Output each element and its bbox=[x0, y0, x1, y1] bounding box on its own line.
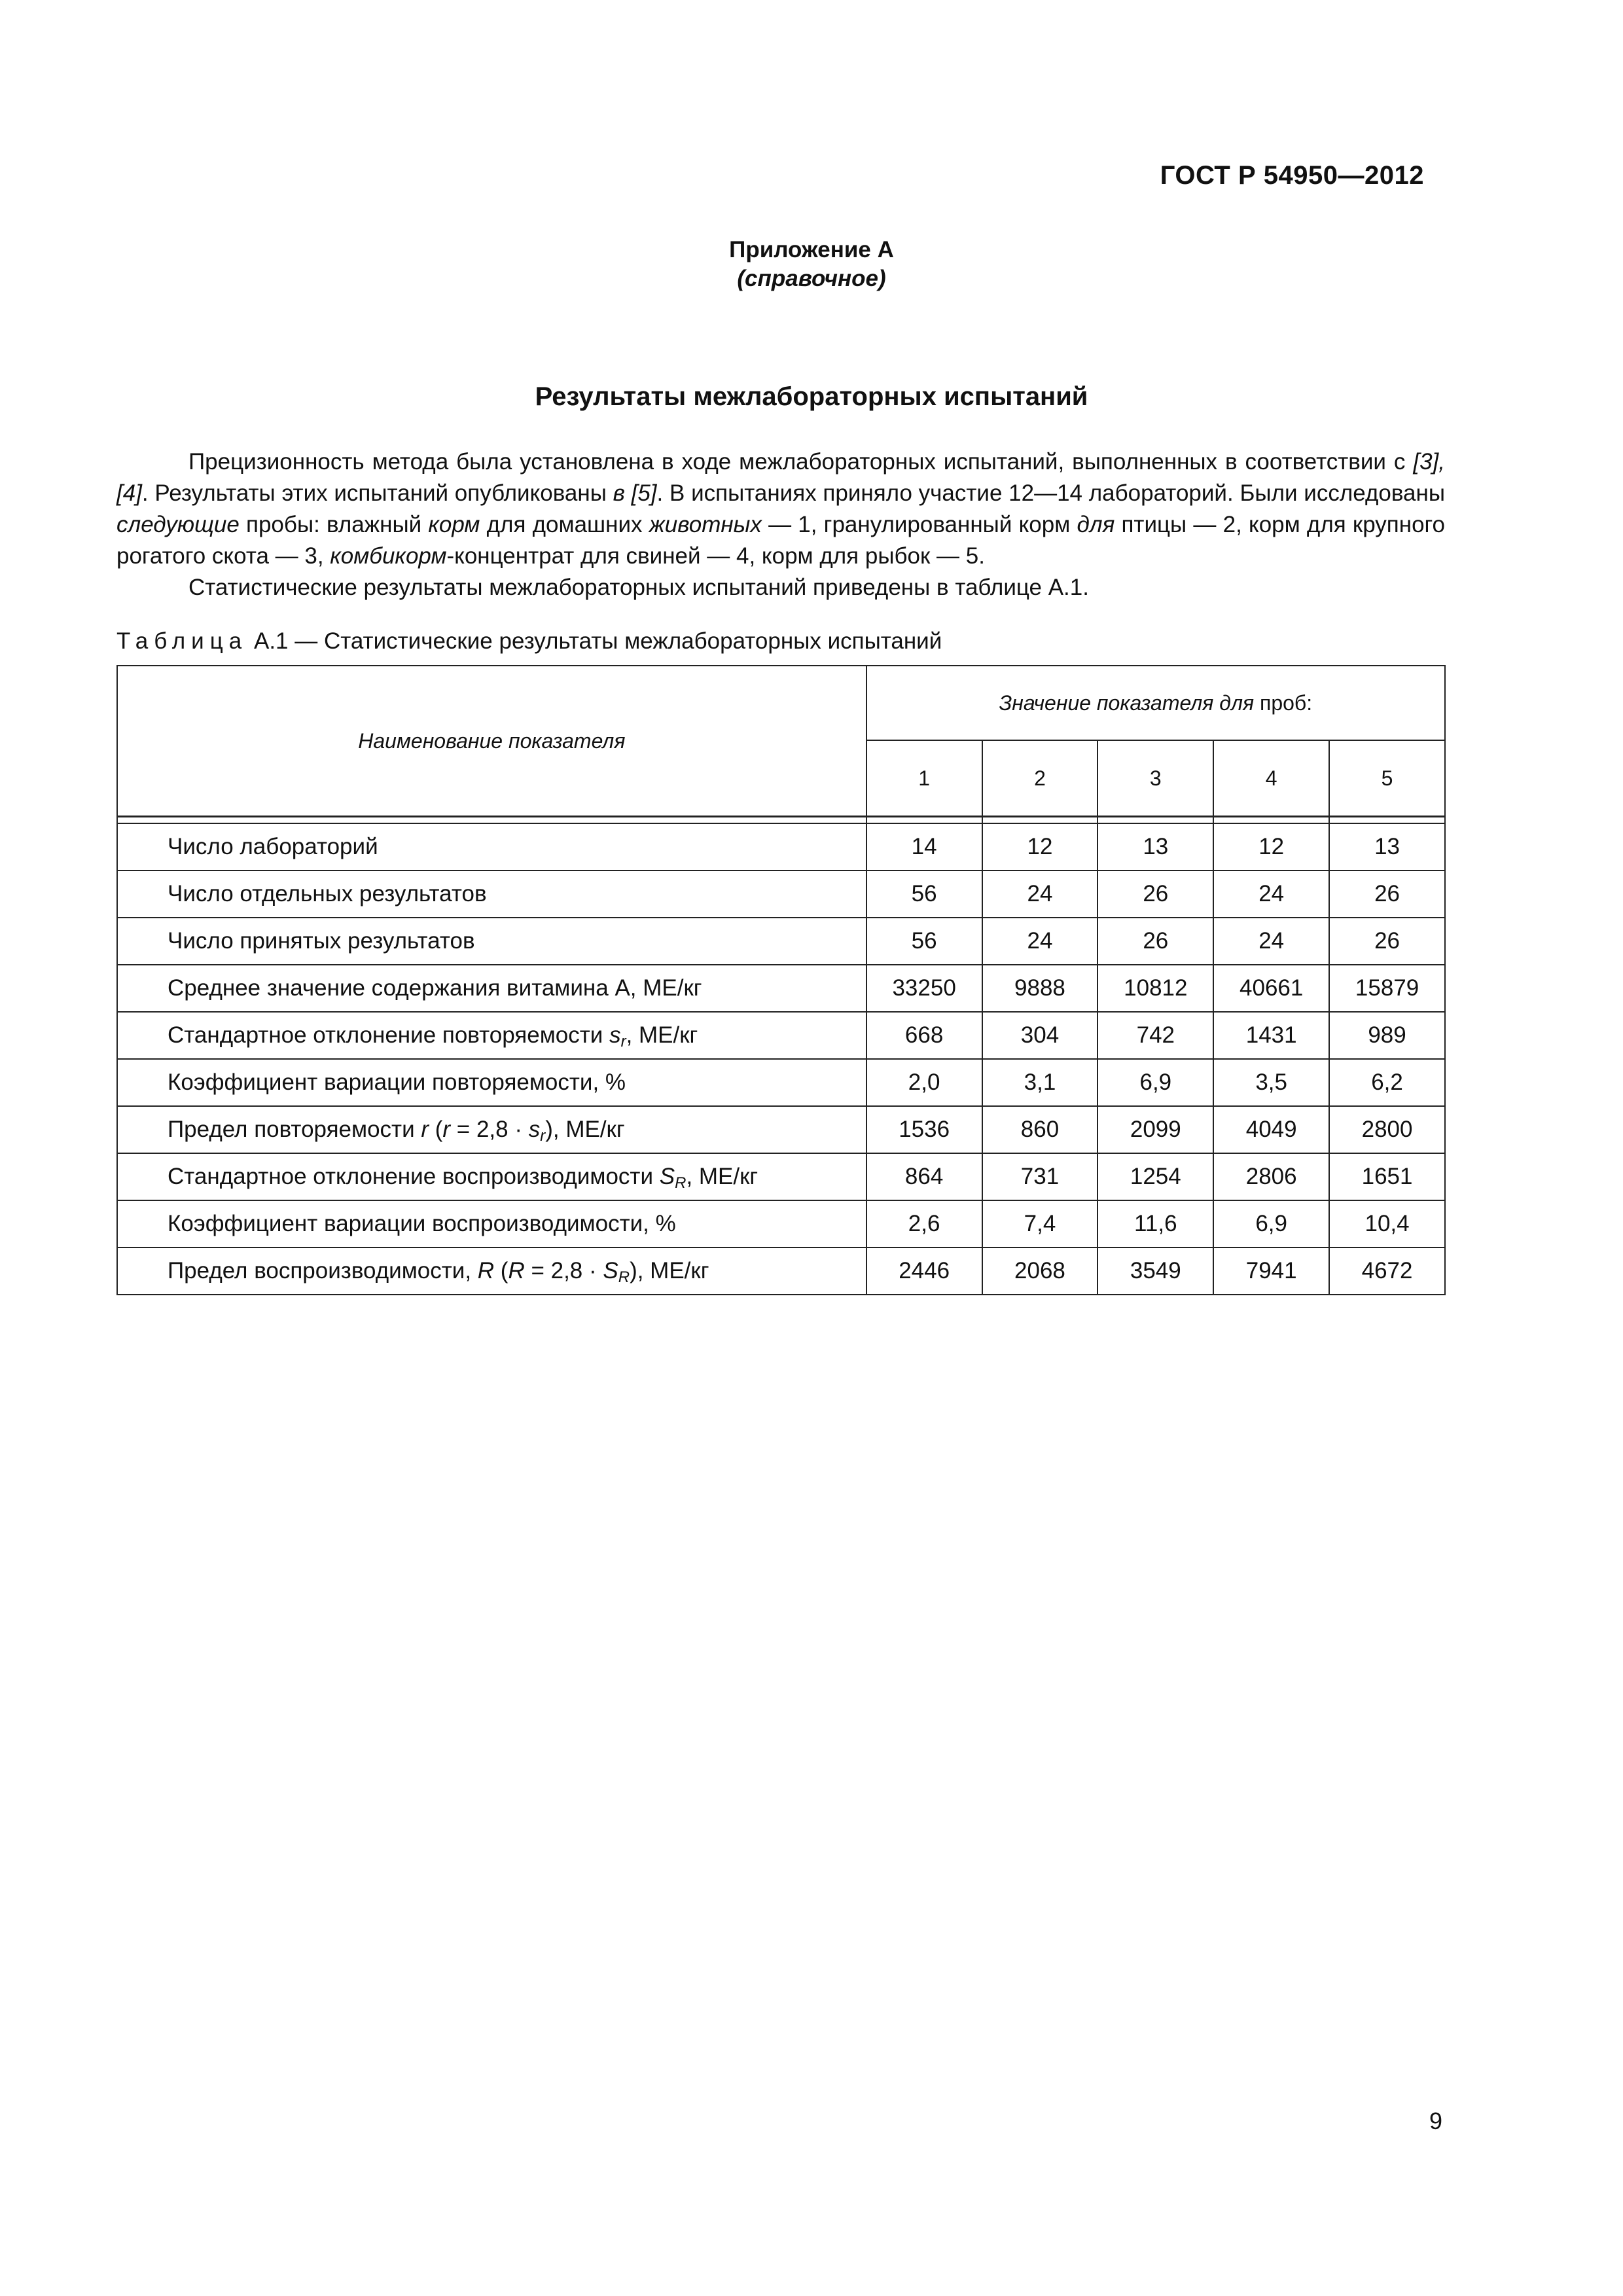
cell-value: 1431 bbox=[1213, 1012, 1329, 1059]
row-label: Коэффициент вариации повторяемости, % bbox=[117, 1059, 866, 1106]
cell-value: 742 bbox=[1097, 1012, 1213, 1059]
row-label: Число лабораторий bbox=[117, 823, 866, 870]
table-row bbox=[117, 1106, 1445, 1153]
cell-value: 7,4 bbox=[982, 1200, 1098, 1247]
cell-value: 33250 bbox=[866, 965, 982, 1012]
cell-value: 6,2 bbox=[1329, 1059, 1445, 1106]
row-label: Стандартное отклонение повторяемости $s_r$, МЕ/кг bbox=[117, 1012, 866, 1059]
standard-number: ГОСТ Р 54950—2012 bbox=[1160, 161, 1424, 190]
section-title: Результаты межлабораторных испытаний bbox=[535, 382, 1088, 411]
row-label: Предел повторяемости r $(r = 2,8 \cdot s_r)$, МЕ/кг bbox=[117, 1106, 866, 1153]
cell-value: 14 bbox=[866, 823, 982, 870]
cell-value: 2,6 bbox=[866, 1200, 982, 1247]
cell-value: 15879 bbox=[1329, 965, 1445, 1012]
header-sample-values: Значение показателя для проб: bbox=[866, 666, 1445, 740]
cell-value: 56 bbox=[866, 918, 982, 965]
table-row bbox=[117, 1012, 1445, 1059]
cell-value: 24 bbox=[1213, 870, 1329, 918]
cell-value: 731 bbox=[982, 1153, 1098, 1200]
row-label: Среднее значение содержания витамина А, МЕ/кг bbox=[117, 965, 866, 1012]
cell-value: 304 bbox=[982, 1012, 1098, 1059]
table-caption: Таблица А.1 — Статистические результаты межлабораторных испытаний bbox=[116, 628, 942, 654]
table-row bbox=[117, 1200, 1445, 1247]
table-row bbox=[117, 870, 1445, 918]
cell-value: 6,9 bbox=[1213, 1200, 1329, 1247]
cell-value: 864 bbox=[866, 1153, 982, 1200]
cell-value: 11,6 bbox=[1097, 1200, 1213, 1247]
cell-value: 1254 bbox=[1097, 1153, 1213, 1200]
statistics-table bbox=[116, 665, 1446, 1295]
cell-value: 2800 bbox=[1329, 1106, 1445, 1153]
cell-value: 3,5 bbox=[1213, 1059, 1329, 1106]
intro-paragraph: Прецизионность метода была установлена в ходе межлабораторных испытаний, выполненных в соответствии с [3], [4]. Результаты этих испытаний опубликованы в [5]. В испытаниях приняло участие 12—14 лабораторий. Были исследованы следующие пробы: влажный корм для домашних животных — 1, гранулированный корм для птицы — 2, корм для крупного рогатого скота — 3, комбикорм-концентрат для свиней — 4, корм для рыбок — 5. bbox=[116, 449, 1445, 569]
cell-value: 26 bbox=[1329, 870, 1445, 918]
row-label: Предел воспроизводимости, R $(R = 2,8 \cdot S_R)$, МЕ/кг bbox=[117, 1247, 866, 1295]
cell-value: 668 bbox=[866, 1012, 982, 1059]
row-label: Число отдельных результатов bbox=[117, 870, 866, 918]
cell-value: 13 bbox=[1329, 823, 1445, 870]
cell-value: 3549 bbox=[1097, 1247, 1213, 1295]
cell-value: 2446 bbox=[866, 1247, 982, 1295]
cell-value: 860 bbox=[982, 1106, 1098, 1153]
cell-value: 6,9 bbox=[1097, 1059, 1213, 1106]
header-sample-4: 4 bbox=[1213, 740, 1329, 817]
cell-value: 1651 bbox=[1329, 1153, 1445, 1200]
cell-value: 12 bbox=[982, 823, 1098, 870]
cell-value: 2,0 bbox=[866, 1059, 982, 1106]
table-reference-paragraph: Статистические результаты межлабораторных испытаний приведены в таблице А.1. bbox=[188, 575, 1089, 600]
header-sample-2: 2 bbox=[982, 740, 1098, 817]
header-sample-3: 3 bbox=[1097, 740, 1213, 817]
cell-value: 26 bbox=[1329, 918, 1445, 965]
header-sample-5: 5 bbox=[1329, 740, 1445, 817]
row-label: Коэффициент вариации воспроизводимости, % bbox=[117, 1200, 866, 1247]
cell-value: 2806 bbox=[1213, 1153, 1329, 1200]
cell-value: 10812 bbox=[1097, 965, 1213, 1012]
table-row bbox=[117, 1247, 1445, 1295]
cell-value: 26 bbox=[1097, 918, 1213, 965]
appendix-title: Приложение А bbox=[729, 237, 894, 262]
table-row bbox=[117, 965, 1445, 1012]
cell-value: 56 bbox=[866, 870, 982, 918]
cell-value: 13 bbox=[1097, 823, 1213, 870]
header-indicator-name: Наименование показателя bbox=[117, 666, 866, 817]
row-label: Число принятых результатов bbox=[117, 918, 866, 965]
cell-value: 26 bbox=[1097, 870, 1213, 918]
table-row bbox=[117, 1153, 1445, 1200]
table-row bbox=[117, 823, 1445, 870]
cell-value: 2068 bbox=[982, 1247, 1098, 1295]
cell-value: 10,4 bbox=[1329, 1200, 1445, 1247]
cell-value: 4049 bbox=[1213, 1106, 1329, 1153]
cell-value: 24 bbox=[982, 918, 1098, 965]
page-number: 9 bbox=[1429, 2108, 1442, 2134]
cell-value: 24 bbox=[1213, 918, 1329, 965]
cell-value: 1536 bbox=[866, 1106, 982, 1153]
cell-value: 7941 bbox=[1213, 1247, 1329, 1295]
cell-value: 9888 bbox=[982, 965, 1098, 1012]
cell-value: 24 bbox=[982, 870, 1098, 918]
appendix-subtitle: (справочное) bbox=[737, 266, 886, 291]
cell-value: 989 bbox=[1329, 1012, 1445, 1059]
row-label: Стандартное отклонение воспроизводимости $S_R$, МЕ/кг bbox=[117, 1153, 866, 1200]
cell-value: 4672 bbox=[1329, 1247, 1445, 1295]
cell-value: 12 bbox=[1213, 823, 1329, 870]
header-sample-1: 1 bbox=[866, 740, 982, 817]
cell-value: 40661 bbox=[1213, 965, 1329, 1012]
cell-value: 2099 bbox=[1097, 1106, 1213, 1153]
cell-value: 3,1 bbox=[982, 1059, 1098, 1106]
table-row bbox=[117, 918, 1445, 965]
table-row bbox=[117, 1059, 1445, 1106]
